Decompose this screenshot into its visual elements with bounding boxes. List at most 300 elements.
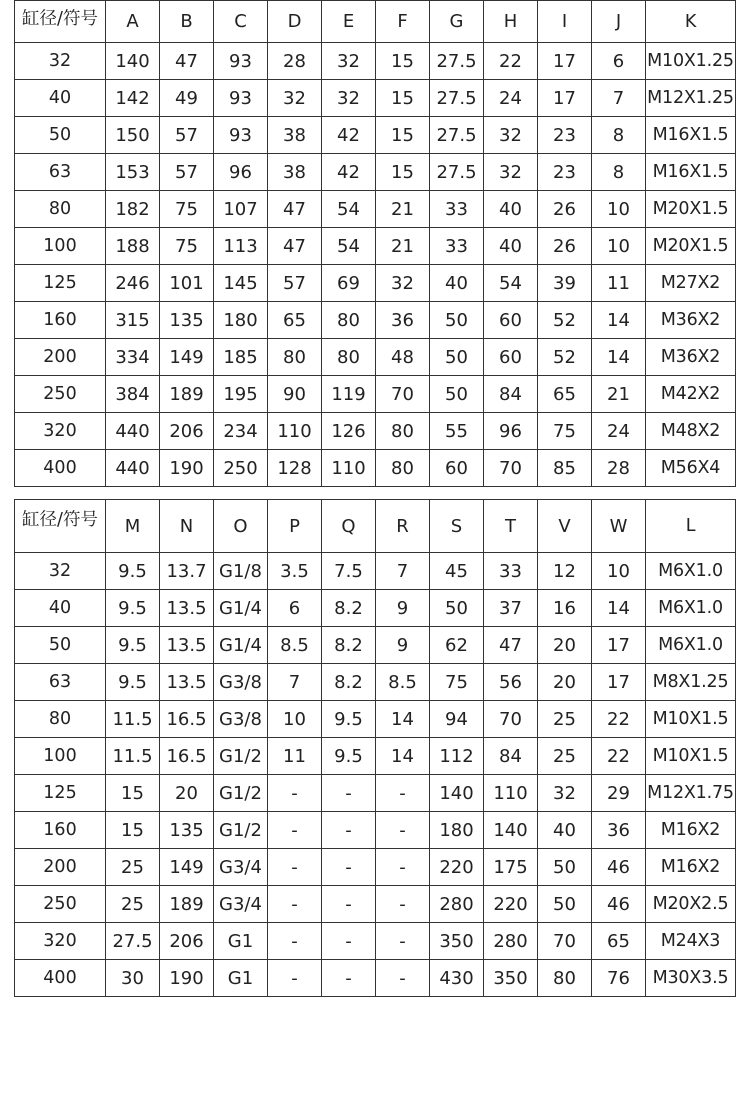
value-cell: 16 xyxy=(538,590,592,627)
value-cell: - xyxy=(268,960,322,997)
value-cell: 32 xyxy=(484,117,538,154)
value-cell: 7.5 xyxy=(322,553,376,590)
value-cell: - xyxy=(322,849,376,886)
header-cell: C xyxy=(214,1,268,43)
table-row xyxy=(15,265,736,302)
value-cell: 40 xyxy=(538,812,592,849)
value-cell: 15 xyxy=(376,117,430,154)
value-cell: 107 xyxy=(214,191,268,228)
value-cell: - xyxy=(376,923,430,960)
bore-cell: 250 xyxy=(15,376,106,413)
value-cell: 27.5 xyxy=(430,154,484,191)
value-cell: 175 xyxy=(484,849,538,886)
value-cell: 46 xyxy=(592,849,646,886)
value-cell: 40 xyxy=(484,191,538,228)
value-cell: 32 xyxy=(268,80,322,117)
table-row xyxy=(15,376,736,413)
bore-cell: 125 xyxy=(15,265,106,302)
value-cell: 440 xyxy=(106,450,160,487)
value-cell: 7 xyxy=(268,664,322,701)
value-cell: 246 xyxy=(106,265,160,302)
table-row xyxy=(15,154,736,191)
value-cell: - xyxy=(376,960,430,997)
value-cell: G1/4 xyxy=(214,627,268,664)
value-cell: 54 xyxy=(484,265,538,302)
bore-cell: 63 xyxy=(15,664,106,701)
table-row xyxy=(15,302,736,339)
value-cell: 22 xyxy=(592,738,646,775)
value-cell: 384 xyxy=(106,376,160,413)
value-cell: 36 xyxy=(376,302,430,339)
header-cell: W xyxy=(592,500,646,553)
value-cell: 65 xyxy=(538,376,592,413)
value-cell: 55 xyxy=(430,413,484,450)
value-cell: 50 xyxy=(538,849,592,886)
value-cell: 39 xyxy=(538,265,592,302)
value-cell: 20 xyxy=(538,627,592,664)
value-cell: 38 xyxy=(268,154,322,191)
header-cell: O xyxy=(214,500,268,553)
value-cell: 70 xyxy=(484,701,538,738)
value-cell: 7 xyxy=(376,553,430,590)
value-cell: 8.5 xyxy=(268,627,322,664)
bore-cell: 40 xyxy=(15,80,106,117)
value-cell: 65 xyxy=(592,923,646,960)
value-cell: 11 xyxy=(592,265,646,302)
value-cell: - xyxy=(268,812,322,849)
value-cell: 8.5 xyxy=(376,664,430,701)
value-cell: 47 xyxy=(484,627,538,664)
value-cell: - xyxy=(376,812,430,849)
value-cell: 10 xyxy=(592,228,646,265)
value-cell: 32 xyxy=(484,154,538,191)
header-cell-bore-symbol: 缸径/符号 xyxy=(15,500,106,553)
value-cell: 11.5 xyxy=(106,738,160,775)
bore-cell: 200 xyxy=(15,849,106,886)
value-cell: 49 xyxy=(160,80,214,117)
value-cell: 80 xyxy=(376,413,430,450)
value-cell: 15 xyxy=(376,154,430,191)
value-cell: 440 xyxy=(106,413,160,450)
value-cell: 9 xyxy=(376,590,430,627)
value-cell: - xyxy=(268,849,322,886)
bore-cell: 50 xyxy=(15,627,106,664)
value-cell: 27.5 xyxy=(430,117,484,154)
header-cell: N xyxy=(160,500,214,553)
value-cell: M36X2 xyxy=(646,302,736,339)
value-cell: 32 xyxy=(322,80,376,117)
value-cell: M10X1.5 xyxy=(646,701,736,738)
value-cell: 15 xyxy=(106,812,160,849)
value-cell: M20X2.5 xyxy=(646,886,736,923)
value-cell: 42 xyxy=(322,117,376,154)
value-cell: 9.5 xyxy=(322,738,376,775)
value-cell: 36 xyxy=(592,812,646,849)
value-cell: 33 xyxy=(430,191,484,228)
value-cell: 28 xyxy=(268,43,322,80)
value-cell: 135 xyxy=(160,812,214,849)
bore-cell: 32 xyxy=(15,43,106,80)
bore-cell: 100 xyxy=(15,228,106,265)
value-cell: M12X1.75 xyxy=(646,775,736,812)
value-cell: 17 xyxy=(538,43,592,80)
value-cell: 110 xyxy=(484,775,538,812)
value-cell: 90 xyxy=(268,376,322,413)
value-cell: 57 xyxy=(160,154,214,191)
value-cell: 11.5 xyxy=(106,701,160,738)
value-cell: - xyxy=(376,886,430,923)
header-cell: Q xyxy=(322,500,376,553)
value-cell: M42X2 xyxy=(646,376,736,413)
value-cell: 112 xyxy=(430,738,484,775)
bore-cell: 320 xyxy=(15,923,106,960)
table-row xyxy=(15,886,736,923)
value-cell: 315 xyxy=(106,302,160,339)
value-cell: 25 xyxy=(106,886,160,923)
value-cell: G1 xyxy=(214,923,268,960)
value-cell: M10X1.5 xyxy=(646,738,736,775)
value-cell: G1/4 xyxy=(214,590,268,627)
table-row xyxy=(15,413,736,450)
value-cell: 10 xyxy=(592,553,646,590)
value-cell: 28 xyxy=(592,450,646,487)
value-cell: 70 xyxy=(484,450,538,487)
value-cell: 93 xyxy=(214,43,268,80)
value-cell: 30 xyxy=(106,960,160,997)
value-cell: M48X2 xyxy=(646,413,736,450)
value-cell: 22 xyxy=(484,43,538,80)
header-row xyxy=(15,500,736,553)
value-cell: 70 xyxy=(538,923,592,960)
header-cell: V xyxy=(538,500,592,553)
value-cell: 140 xyxy=(484,812,538,849)
value-cell: 75 xyxy=(430,664,484,701)
value-cell: 24 xyxy=(484,80,538,117)
value-cell: M24X3 xyxy=(646,923,736,960)
value-cell: 13.5 xyxy=(160,627,214,664)
value-cell: M27X2 xyxy=(646,265,736,302)
table-row xyxy=(15,627,736,664)
value-cell: 8 xyxy=(592,117,646,154)
value-cell: 11 xyxy=(268,738,322,775)
dimensions-table-1 xyxy=(14,0,736,487)
value-cell: 101 xyxy=(160,265,214,302)
value-cell: 54 xyxy=(322,191,376,228)
value-cell: 8 xyxy=(592,154,646,191)
value-cell: 206 xyxy=(160,413,214,450)
value-cell: 32 xyxy=(538,775,592,812)
value-cell: 29 xyxy=(592,775,646,812)
table-row xyxy=(15,450,736,487)
value-cell: - xyxy=(322,886,376,923)
value-cell: 189 xyxy=(160,376,214,413)
value-cell: 149 xyxy=(160,339,214,376)
value-cell: 17 xyxy=(592,664,646,701)
value-cell: M36X2 xyxy=(646,339,736,376)
header-cell: L xyxy=(646,500,736,553)
value-cell: 32 xyxy=(322,43,376,80)
value-cell: 25 xyxy=(106,849,160,886)
value-cell: 47 xyxy=(268,191,322,228)
value-cell: 80 xyxy=(268,339,322,376)
value-cell: 50 xyxy=(430,590,484,627)
value-cell: 149 xyxy=(160,849,214,886)
value-cell: 3.5 xyxy=(268,553,322,590)
value-cell: 14 xyxy=(376,701,430,738)
value-cell: 190 xyxy=(160,960,214,997)
value-cell: G3/8 xyxy=(214,701,268,738)
value-cell: 334 xyxy=(106,339,160,376)
value-cell: 33 xyxy=(430,228,484,265)
bore-cell: 32 xyxy=(15,553,106,590)
value-cell: 15 xyxy=(376,80,430,117)
value-cell: 80 xyxy=(538,960,592,997)
table-row xyxy=(15,849,736,886)
value-cell: - xyxy=(322,775,376,812)
value-cell: M20X1.5 xyxy=(646,191,736,228)
value-cell: 84 xyxy=(484,738,538,775)
value-cell: M16X2 xyxy=(646,849,736,886)
value-cell: 195 xyxy=(214,376,268,413)
value-cell: 220 xyxy=(484,886,538,923)
value-cell: 84 xyxy=(484,376,538,413)
header-cell: F xyxy=(376,1,430,43)
table-row xyxy=(15,553,736,590)
value-cell: 33 xyxy=(484,553,538,590)
value-cell: 27.5 xyxy=(430,80,484,117)
value-cell: 7 xyxy=(592,80,646,117)
value-cell: 180 xyxy=(430,812,484,849)
value-cell: M10X1.25 xyxy=(646,43,736,80)
value-cell: M6X1.0 xyxy=(646,553,736,590)
value-cell: G1/2 xyxy=(214,775,268,812)
value-cell: 15 xyxy=(106,775,160,812)
value-cell: 54 xyxy=(322,228,376,265)
value-cell: 21 xyxy=(592,376,646,413)
value-cell: 42 xyxy=(322,154,376,191)
table-row xyxy=(15,590,736,627)
value-cell: M6X1.0 xyxy=(646,590,736,627)
table-row xyxy=(15,812,736,849)
value-cell: 280 xyxy=(430,886,484,923)
value-cell: 150 xyxy=(106,117,160,154)
header-cell: P xyxy=(268,500,322,553)
value-cell: 182 xyxy=(106,191,160,228)
header-cell: B xyxy=(160,1,214,43)
header-cell: T xyxy=(484,500,538,553)
value-cell: G3/4 xyxy=(214,886,268,923)
bore-cell: 63 xyxy=(15,154,106,191)
value-cell: 140 xyxy=(106,43,160,80)
value-cell: - xyxy=(268,886,322,923)
value-cell: 9.5 xyxy=(106,553,160,590)
value-cell: 8.2 xyxy=(322,664,376,701)
bore-cell: 160 xyxy=(15,812,106,849)
value-cell: 50 xyxy=(430,339,484,376)
header-cell: E xyxy=(322,1,376,43)
value-cell: 40 xyxy=(430,265,484,302)
value-cell: 190 xyxy=(160,450,214,487)
value-cell: 52 xyxy=(538,339,592,376)
value-cell: 234 xyxy=(214,413,268,450)
value-cell: G3/4 xyxy=(214,849,268,886)
bore-cell: 250 xyxy=(15,886,106,923)
value-cell: 206 xyxy=(160,923,214,960)
header-cell: D xyxy=(268,1,322,43)
value-cell: 56 xyxy=(484,664,538,701)
value-cell: - xyxy=(268,923,322,960)
table-row xyxy=(15,738,736,775)
value-cell: 75 xyxy=(160,191,214,228)
dimensions-table-2 xyxy=(14,499,736,997)
value-cell: 46 xyxy=(592,886,646,923)
value-cell: 22 xyxy=(592,701,646,738)
value-cell: 113 xyxy=(214,228,268,265)
value-cell: 9.5 xyxy=(106,664,160,701)
value-cell: 250 xyxy=(214,450,268,487)
header-row xyxy=(15,1,736,43)
value-cell: 75 xyxy=(538,413,592,450)
value-cell: 110 xyxy=(322,450,376,487)
value-cell: 80 xyxy=(322,302,376,339)
bore-cell: 400 xyxy=(15,960,106,997)
value-cell: 57 xyxy=(160,117,214,154)
value-cell: 25 xyxy=(538,738,592,775)
value-cell: 10 xyxy=(268,701,322,738)
value-cell: 37 xyxy=(484,590,538,627)
value-cell: 45 xyxy=(430,553,484,590)
header-cell: H xyxy=(484,1,538,43)
value-cell: 13.5 xyxy=(160,590,214,627)
bore-cell: 320 xyxy=(15,413,106,450)
table-row xyxy=(15,191,736,228)
value-cell: 13.5 xyxy=(160,664,214,701)
value-cell: 40 xyxy=(484,228,538,265)
bore-cell: 125 xyxy=(15,775,106,812)
value-cell: 60 xyxy=(484,302,538,339)
value-cell: 60 xyxy=(484,339,538,376)
value-cell: G1/2 xyxy=(214,738,268,775)
value-cell: 8.2 xyxy=(322,590,376,627)
value-cell: 27.5 xyxy=(106,923,160,960)
value-cell: 110 xyxy=(268,413,322,450)
value-cell: 94 xyxy=(430,701,484,738)
value-cell: 140 xyxy=(430,775,484,812)
value-cell: 189 xyxy=(160,886,214,923)
header-cell: R xyxy=(376,500,430,553)
value-cell: - xyxy=(376,849,430,886)
header-cell: K xyxy=(646,1,736,43)
value-cell: M30X3.5 xyxy=(646,960,736,997)
value-cell: 26 xyxy=(538,228,592,265)
value-cell: 80 xyxy=(376,450,430,487)
value-cell: - xyxy=(322,923,376,960)
value-cell: 50 xyxy=(538,886,592,923)
bore-cell: 100 xyxy=(15,738,106,775)
table-row xyxy=(15,701,736,738)
value-cell: 20 xyxy=(538,664,592,701)
table-row xyxy=(15,228,736,265)
value-cell: 14 xyxy=(592,302,646,339)
value-cell: G1 xyxy=(214,960,268,997)
bore-cell: 200 xyxy=(15,339,106,376)
value-cell: G1/2 xyxy=(214,812,268,849)
value-cell: 93 xyxy=(214,80,268,117)
value-cell: 75 xyxy=(160,228,214,265)
table-row xyxy=(15,80,736,117)
value-cell: 62 xyxy=(430,627,484,664)
value-cell: 188 xyxy=(106,228,160,265)
value-cell: 47 xyxy=(268,228,322,265)
value-cell: 96 xyxy=(484,413,538,450)
value-cell: 15 xyxy=(376,43,430,80)
value-cell: 32 xyxy=(376,265,430,302)
value-cell: 126 xyxy=(322,413,376,450)
value-cell: 135 xyxy=(160,302,214,339)
value-cell: 6 xyxy=(268,590,322,627)
value-cell: 80 xyxy=(322,339,376,376)
value-cell: 50 xyxy=(430,376,484,413)
value-cell: 9.5 xyxy=(106,590,160,627)
table-row xyxy=(15,339,736,376)
value-cell: 52 xyxy=(538,302,592,339)
header-cell-bore-symbol: 缸径/符号 xyxy=(15,1,106,43)
header-cell: S xyxy=(430,500,484,553)
value-cell: 12 xyxy=(538,553,592,590)
value-cell: 70 xyxy=(376,376,430,413)
bore-cell: 80 xyxy=(15,191,106,228)
value-cell: 9.5 xyxy=(322,701,376,738)
bore-cell: 50 xyxy=(15,117,106,154)
value-cell: 180 xyxy=(214,302,268,339)
value-cell: 14 xyxy=(376,738,430,775)
value-cell: 17 xyxy=(538,80,592,117)
table-row xyxy=(15,923,736,960)
header-cell: J xyxy=(592,1,646,43)
value-cell: M16X1.5 xyxy=(646,117,736,154)
value-cell: 21 xyxy=(376,228,430,265)
value-cell: 38 xyxy=(268,117,322,154)
value-cell: 220 xyxy=(430,849,484,886)
value-cell: 142 xyxy=(106,80,160,117)
value-cell: 23 xyxy=(538,154,592,191)
value-cell: 24 xyxy=(592,413,646,450)
bore-cell: 160 xyxy=(15,302,106,339)
value-cell: 50 xyxy=(430,302,484,339)
bore-cell: 40 xyxy=(15,590,106,627)
value-cell: 350 xyxy=(484,960,538,997)
bore-cell: 80 xyxy=(15,701,106,738)
table-row xyxy=(15,960,736,997)
value-cell: 9.5 xyxy=(106,627,160,664)
value-cell: M12X1.25 xyxy=(646,80,736,117)
header-cell: M xyxy=(106,500,160,553)
value-cell: 9 xyxy=(376,627,430,664)
value-cell: 6 xyxy=(592,43,646,80)
value-cell: 25 xyxy=(538,701,592,738)
table-row xyxy=(15,664,736,701)
value-cell: 13.7 xyxy=(160,553,214,590)
value-cell: 8.2 xyxy=(322,627,376,664)
table-row xyxy=(15,43,736,80)
value-cell: 280 xyxy=(484,923,538,960)
value-cell: - xyxy=(268,775,322,812)
value-cell: 23 xyxy=(538,117,592,154)
value-cell: 185 xyxy=(214,339,268,376)
value-cell: M16X1.5 xyxy=(646,154,736,191)
value-cell: - xyxy=(376,775,430,812)
value-cell: 26 xyxy=(538,191,592,228)
